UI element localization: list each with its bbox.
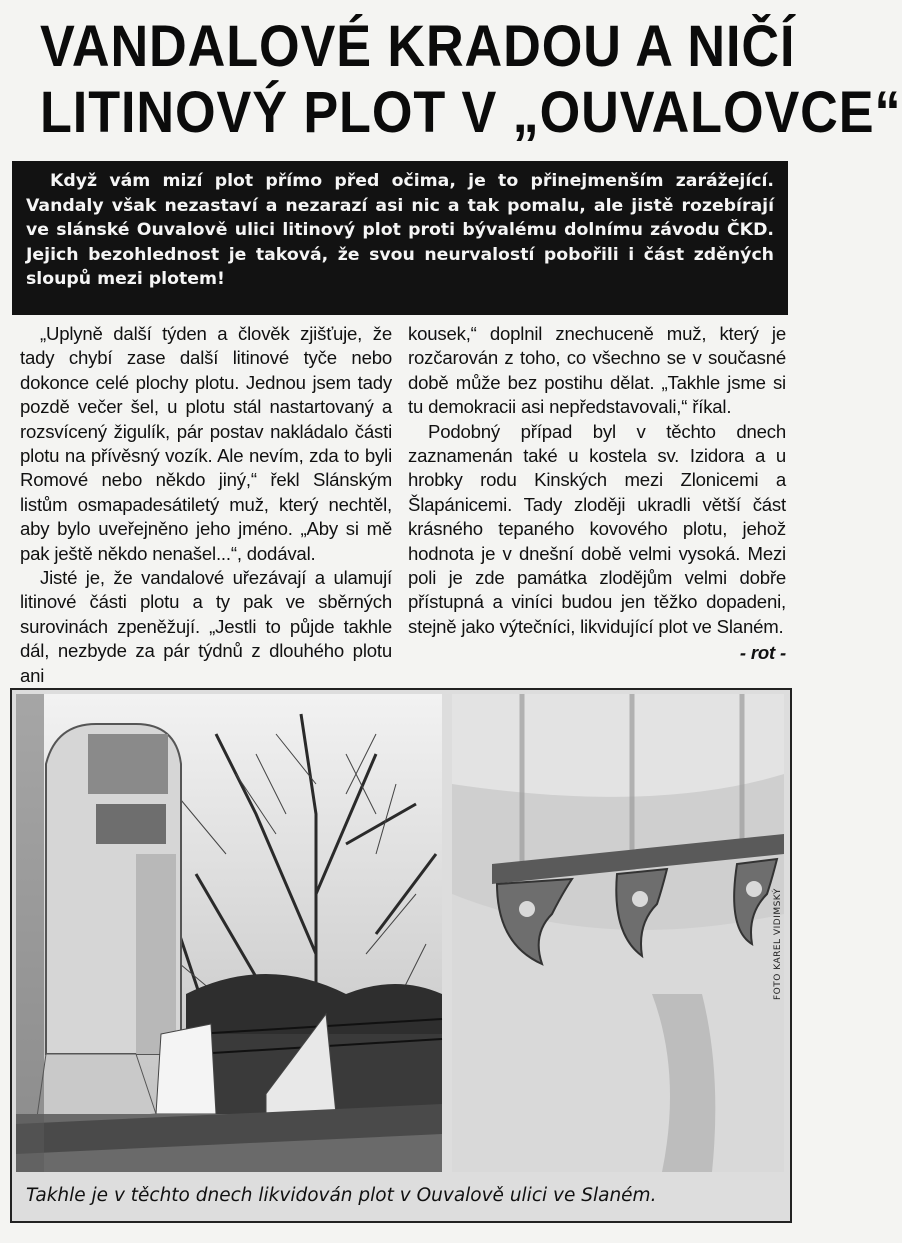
headline-line-2: LITINOVÝ PLOT V „OUVALOVCE“ xyxy=(40,80,902,145)
paragraph: „Uplyně další týden a člověk zjišťuje, že tady chybí zase další litinové tyče nebo dokonce celé plochy plotu. Jednou jsem tady pozdě večer šel, u plotu stál nastartovaný a rozsvícený žigulík, pár postav nakládalo části plotu na přívěsný vozík. Ale nevím, zda to byli Romové nebo někdo jiný,“ řekl Slánským listům osmapadesátiletý muž, který nechtěl, aby bylo uveřejněno jeho jméno. „Aby si mě pak ještě někdo nenašel...“, dodával. xyxy=(20,323,392,564)
paragraph: Jisté je, že vandalové uřezávají a ulamují litinové části plotu a ty pak ve sběrných surovinách zpeněžují. „Jestli to půjde takhle dál, nezbyde za pár týdnů z dlouhého plotu ani xyxy=(20,567,392,686)
photo-broken-pillar-image xyxy=(16,694,442,1172)
lead-box xyxy=(12,161,788,315)
column-left xyxy=(20,322,392,688)
lead-text: Když vám mizí plot přímo před očima, je to přinejmenším zarážející. Vandaly však nezastaví a nezarazí asi nic a tak pomalu, ale jistě rozebírají ve slánské Ouvalově ulici litinový plot proti bývalému dolnímu závodu ČKD. Jejich bezohlednost je taková, že svou neurvalostí pobořili i část zděných sloupů mezi plotem! xyxy=(26,171,774,289)
photo-fence-brackets-image xyxy=(452,694,784,1172)
headline-line-1: VANDALOVÉ KRADOU A NIČÍ xyxy=(40,14,796,79)
photo-caption: Takhle je v těchto dnech likvidován plot v Ouvalově ulici ve Slaném. xyxy=(26,1185,657,1206)
photo-fence-brackets xyxy=(452,694,784,1172)
headline xyxy=(40,14,902,146)
author-signature: - rot - xyxy=(739,642,786,664)
photo-panel xyxy=(10,688,792,1223)
photo-broken-pillar xyxy=(16,694,442,1172)
paragraph: Podobný případ byl v těchto dnech zaznamenán také u kostela sv. Izidora a u hrobky rodu Kinských mezi Zlonicemi a Šlapánicemi. Tady zloději ukradli větší část krásného tepaného kovového plotu, jehož hodnota je v dnešní době velmi vysoká. Mezi poli je zde památka zlodějům velmi dobře přístupná a viníci budou jen těžko dopadeni, stejně jako výtečníci, likvidující plot ve Slaném. xyxy=(408,420,786,637)
photo-credit: FOTO KAREL VIDIMSKÝ xyxy=(773,888,783,1000)
paragraph: kousek,“ doplnil znechuceně muž, který je rozčarován z toho, co všechno se v současné době může bez postihu dělat. „Takhle jsme si tu demokracii asi nepředstavovali,“ říkal. xyxy=(408,323,786,418)
column-right xyxy=(408,322,786,666)
